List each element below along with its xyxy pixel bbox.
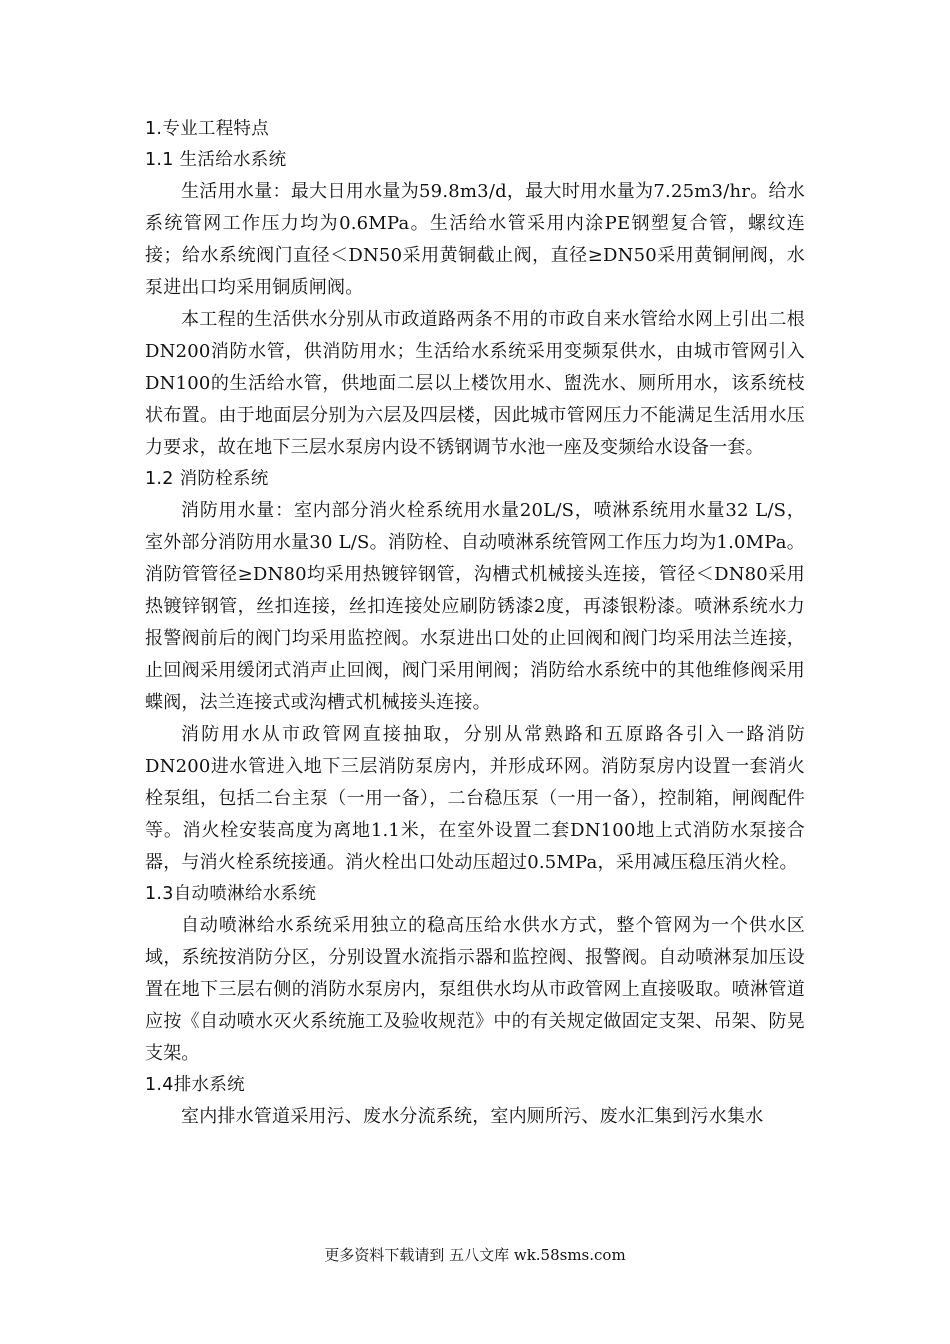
- document-body: [145, 114, 805, 1133]
- footer-watermark: 更多资料下载请到 五八文库 wk.58sms.com: [324, 1246, 626, 1264]
- paragraph-1-1-b: 本工程的生活供水分别从市政道路两条不用的市政自来水管给水网上引出二根DN200消防水管，供消防用水；生活给水系统采用变频泵供水，由城市管网引入DN100的生活给水管，供地面二层以上楼饮用水、盥洗水、厕所用水，该系统枝状布置。由于地面层分别为六层及四层楼，因此城市管网压力不能满足生活用水压力要求，故在地下三层水泵房内设不锈钢调节水池一座及变频给水设备一套。: [145, 309, 805, 458]
- paragraph-1-2-a: 消防用水量：室内部分消火栓系统用水量20L/S，喷淋系统用水量32 L/S，室外部分消防用水量30 L/S。消防栓、自动喷淋系统管网工作压力均为1.0MPa。消防管管径≥DN80均采用热镀锌钢管，沟槽式机械接头连接，管径＜DN80采用热镀锌钢管，丝扣连接，丝扣连接处应刷防锈漆2度，再漆银粉漆。喷淋系统水力报警阀前后的阀门均采用监控阀。水泵进出口处的止回阀和阀门均采用法兰连接，止回阀采用缓闭式消声止回阀，阀门采用闸阀；消防给水系统中的其他维修阀采用蝶阀，法兰连接式或沟槽式机械接头连接。: [145, 500, 805, 713]
- paragraph-1-4-a: 室内排水管道采用污、废水分流系统，室内厕所污、废水汇集到污水集水: [181, 1106, 764, 1127]
- section-heading-1-3: 1.3自动喷淋给水系统: [145, 884, 317, 904]
- section-heading-1-1: 1.1 生活给水系统: [145, 150, 287, 170]
- section-heading-1-2: 1.2 消防栓系统: [145, 469, 269, 489]
- section-heading-1: 1.专业工程特点: [145, 119, 270, 139]
- paragraph-1-3-a: 自动喷淋给水系统采用独立的稳高压给水供水方式，整个管网为一个供水区域，系统按消防分区，分别设置水流指示器和监控阀、报警阀。自动喷淋泵加压设置在地下三层右侧的消防水泵房内，泵组供水均从市政管网上直接吸取。喷淋管道应按《自动喷水灭火系统施工及验收规范》中的有关规定做固定支架、吊架、防晃支架。: [145, 915, 805, 1064]
- section-heading-1-4: 1.4排水系统: [145, 1075, 245, 1095]
- paragraph-1-1-a: 生活用水量：最大日用水量为59.8m3/d，最大时用水量为7.25m3/hr。给水系统管网工作压力均为0.6MPa。生活给水管采用内涂PE钢塑复合管，螺纹连接；给水系统阀门直径＜DN50采用黄铜截止阀，直径≥DN50采用黄铜闸阀，水泵进出口均采用铜质闸阀。: [145, 181, 805, 298]
- paragraph-1-2-b: 消防用水从市政管网直接抽取，分别从常熟路和五原路各引入一路消防DN200进水管进入地下三层消防泵房内，并形成环网。消防泵房内设置一套消火栓泵组，包括二台主泵（一用一备），二台稳压泵（一用一备），控制箱，闸阀配件等。消火栓安装高度为离地1.1米，在室外设置二套DN100地上式消防水泵接合器，与消火栓系统接通。消火栓出口处动压超过0.5MPa，采用减压稳压消火栓。: [145, 724, 805, 873]
